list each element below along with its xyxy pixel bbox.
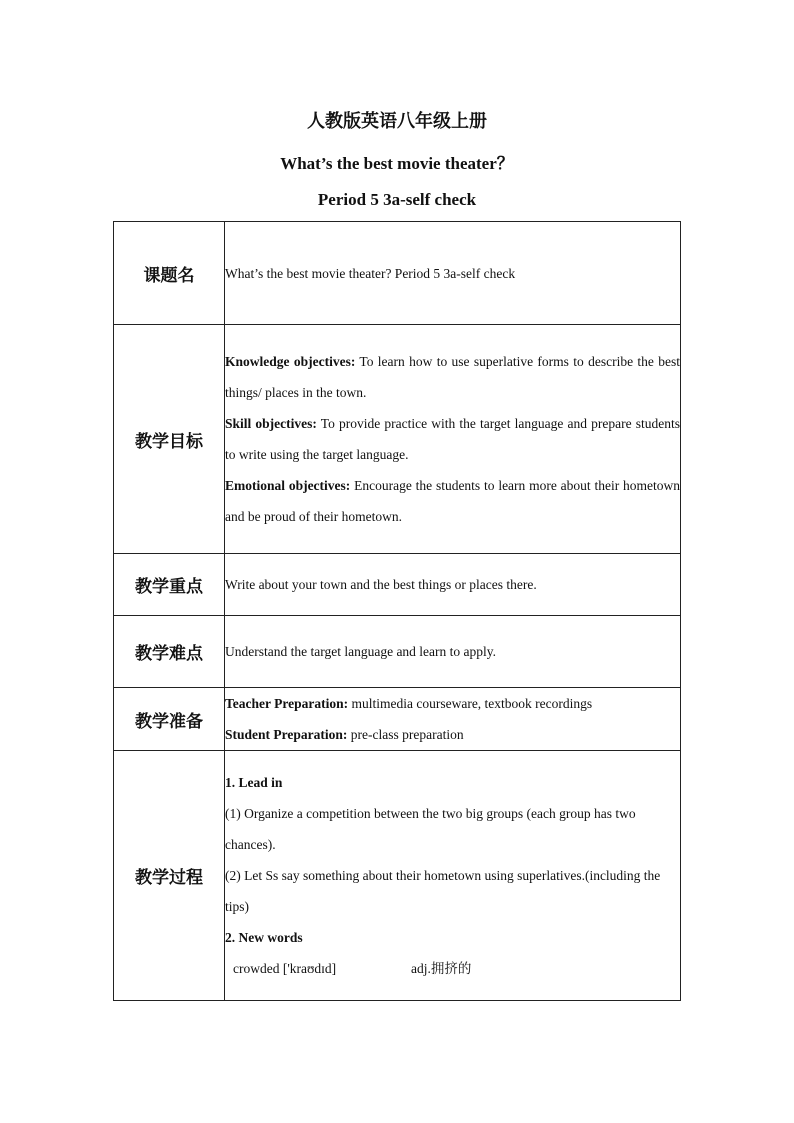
skill-objectives: Skill objectives: To provide practice with the target language and prepare students to write using the target language. — [225, 416, 680, 462]
process-content — [225, 751, 681, 1001]
table-row-difficulties — [114, 616, 681, 688]
difficulties-content: Understand the target language and learn to apply. — [225, 616, 681, 688]
vocab-entry — [225, 953, 680, 984]
table-row-preparation — [114, 688, 681, 751]
table-row-key-points — [114, 554, 681, 616]
knowledge-objectives: Knowledge objectives: To learn how to use superlative forms to describe the best things/ places in the town. — [225, 354, 680, 400]
vocab-meaning: adj.拥挤的 — [411, 961, 472, 976]
teacher-preparation: Teacher Preparation: multimedia courseware, textbook recordings — [225, 696, 593, 711]
step-lead-in-title: 1. Lead in — [225, 775, 283, 790]
table-row-objectives — [114, 325, 681, 554]
row-label-key-points: 教学重点 — [114, 554, 225, 616]
table-row-topic — [114, 222, 681, 325]
objectives-content — [225, 325, 681, 554]
key-points-content: Write about your town and the best things or places there. — [225, 554, 681, 616]
row-label-process: 教学过程 — [114, 751, 225, 1001]
row-label-difficulties: 教学难点 — [114, 616, 225, 688]
row-label-topic: 课题名 — [114, 222, 225, 325]
table-row-process — [114, 751, 681, 1001]
unit-title: What’s the best movie theater？ — [280, 154, 514, 173]
step-lead-in-item-1: (1) Organize a competition between the two big groups (each group has two chances). — [225, 806, 636, 852]
document-title: 人教版英语八年级上册 — [307, 111, 487, 132]
period-title: Period 5 3a-self check — [317, 190, 477, 209]
row-label-objectives: 教学目标 — [114, 325, 225, 554]
emotional-objectives: Emotional objectives: Encourage the students to learn more about their hometown and be proud of their hometown. — [225, 478, 681, 524]
lesson-plan-table — [113, 221, 681, 1001]
preparation-content — [225, 688, 681, 751]
step-new-words-title: 2. New words — [225, 930, 303, 945]
step-lead-in-item-2: (2) Let Ss say something about their hometown using superlatives.(including the tips) — [225, 868, 661, 914]
topic-content: What’s the best movie theater? Period 5 3a-self check — [225, 222, 681, 325]
row-label-preparation: 教学准备 — [114, 688, 225, 751]
student-preparation: Student Preparation: pre-class preparation — [225, 727, 464, 742]
vocab-word: crowded ['kraʊdɪd] — [233, 961, 337, 976]
